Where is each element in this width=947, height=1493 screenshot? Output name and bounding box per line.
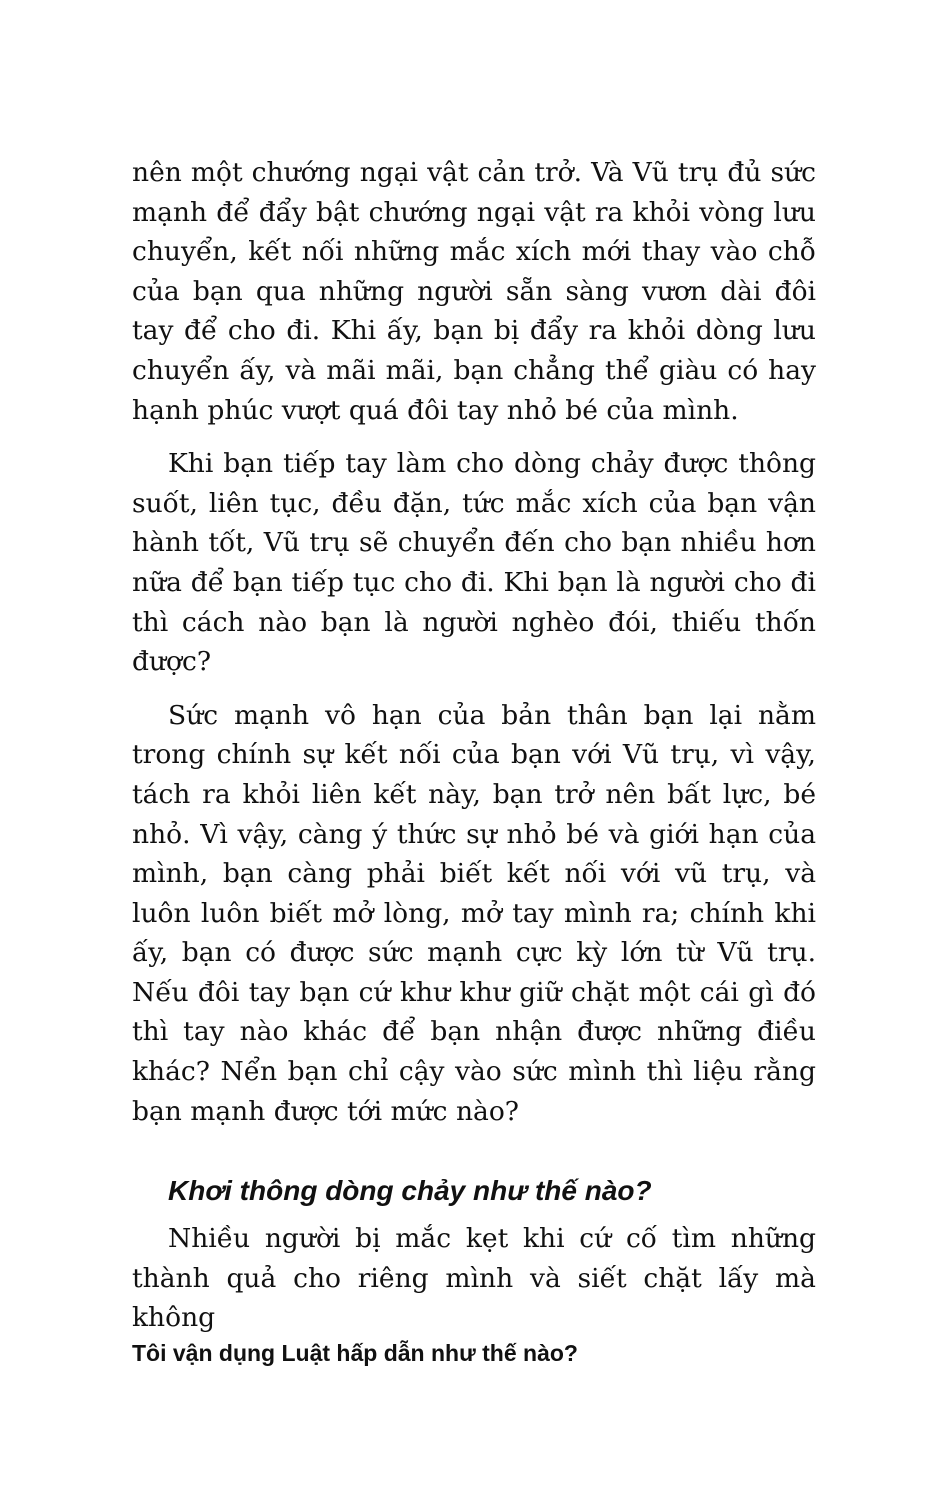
paragraph-3: Sức mạnh vô hạn của bản thân bạn lại nằm trong chính sự kết nối của bạn với Vũ trụ, vì vậy, tách ra khỏi liên kết này, bạn trở nên bất lực, bé nhỏ. Vì vậy, càng ý thức sự nhỏ bé và giới hạn của mình, bạn càng phải biết kết nối với vũ trụ, và luôn luôn biết mở lòng, mở tay mình ra; chính khi ấy, bạn có được sức mạnh cực kỳ lớn từ Vũ trụ. Nếu đôi tay bạn cứ khư khư giữ chặt một cái gì đó thì tay nào khác để bạn nhận được những điều khác? Nển bạn chỉ cậy vào sức mình thì liệu rằng bạn mạnh được tới mức nào? xyxy=(132,699,816,1127)
paragraph-4: Nhiều người bị mắc kẹt khi cứ cố tìm những thành quả cho riêng mình và siết chặt lấy mà không xyxy=(132,1223,816,1334)
paragraph-spacer xyxy=(132,430,816,444)
paragraph-2: Khi bạn tiếp tay làm cho dòng chảy được thông suốt, liên tục, đều đặn, tức mắc xích của bạn vận hành tốt, Vũ trụ sẽ chuyển đến cho bạn nhiều hơn nữa để bạn tiếp tục cho đi. Khi bạn là người cho đi thì cách nào bạn là người nghèo đói, thiếu thốn được? xyxy=(132,448,816,678)
running-footer-book-title: Tôi vận dụng Luật hấp dẫn như thế nào? xyxy=(132,1340,578,1366)
page-body xyxy=(132,153,816,1338)
section-heading: Khơi thông dòng chảy như thế nào? xyxy=(168,1175,652,1207)
paragraph-spacer xyxy=(132,682,816,696)
paragraph-1: nên một chướng ngại vật cản trở. Và Vũ trụ đủ sức mạnh để đẩy bật chướng ngại vật ra khỏi vòng lưu chuyển, kết nối những mắc xích mới thay vào chỗ của bạn qua những người sẵn sàng vươn dài đôi tay để cho đi. Khi ấy, bạn bị đẩy ra khỏi dòng lưu chuyển ấy, và mãi mãi, bạn chẳng thể giàu có hay hạnh phúc vượt quá đôi tay nhỏ bé của mình. xyxy=(132,157,816,426)
